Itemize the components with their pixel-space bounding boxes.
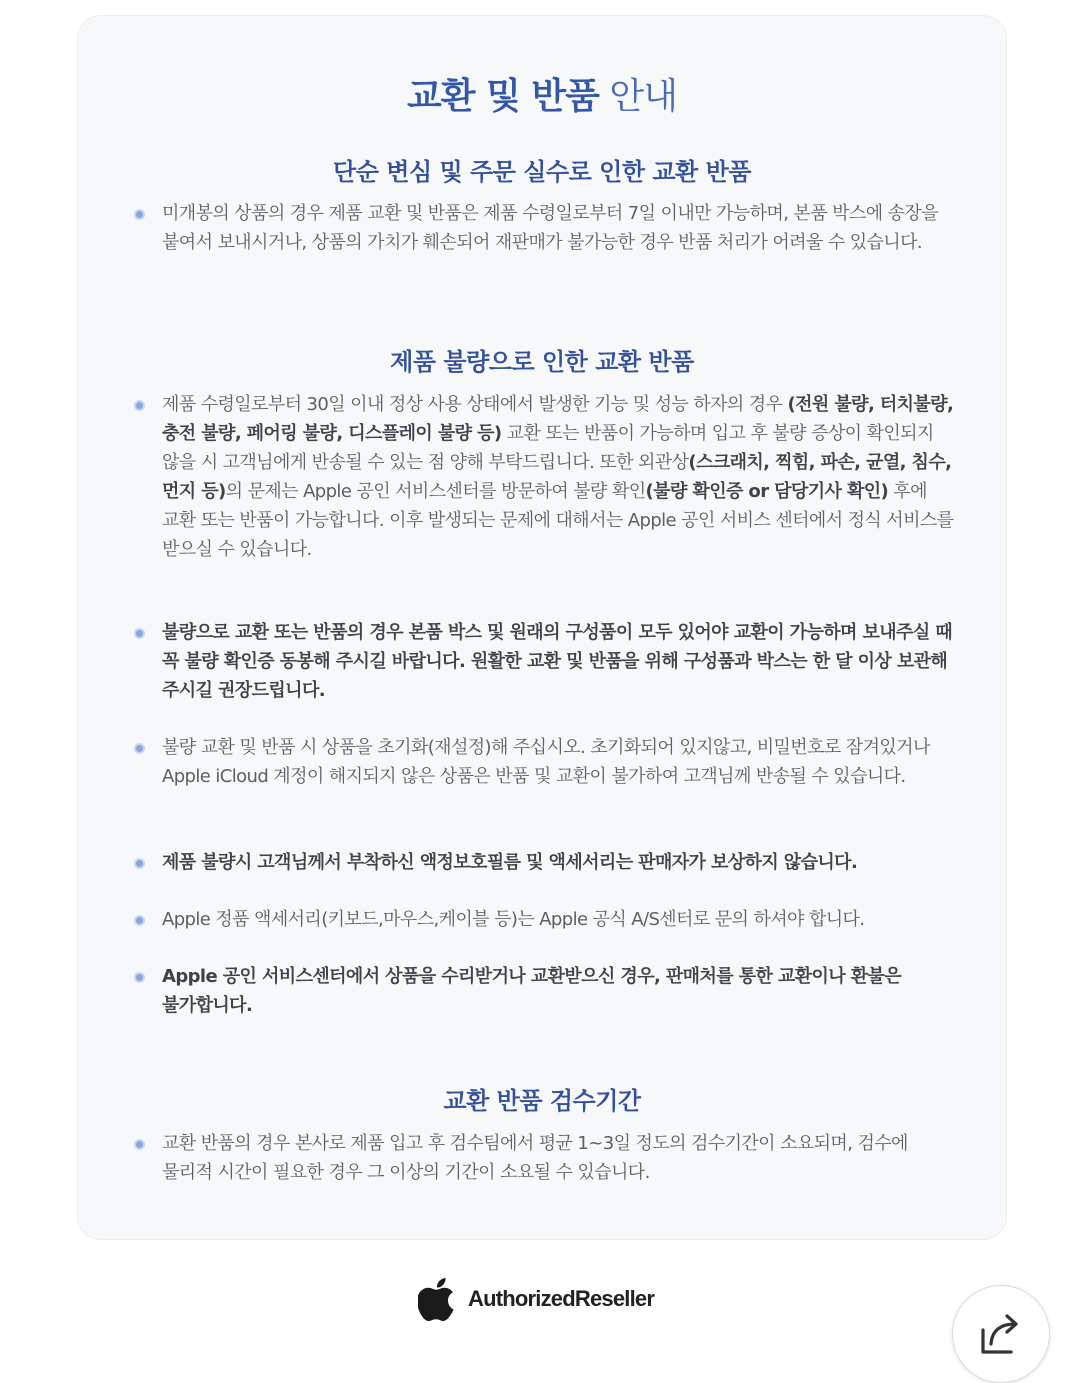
item-text: 제품 불량시 고객님께서 부착하신 액정보호필름 및 액세서리는 판매자가 보상하지 않습니다. — [162, 852, 858, 873]
bullet-icon — [134, 1139, 145, 1150]
bullet-icon — [134, 972, 145, 983]
bullet-icon — [134, 628, 145, 639]
apple-logo-icon — [418, 1276, 458, 1322]
item-text: Apple 공인 서비스센터에서 상품을 수리받거나 교환받으신 경우, 판매처를 통한 교환이나 환불은 불가합니다. — [162, 966, 902, 1016]
bullet-icon — [134, 743, 145, 754]
item-text-bold: (전원 불량, 터치불량, 충전 불량, 페어링 불량, 디스플레이 불량 등) — [162, 394, 954, 444]
item-text-bold: (불량 확인증 or 담당기사 확인) — [645, 481, 889, 502]
item-text-part: 제품 수령일로부터 30일 이내 정상 사용 상태에서 발생한 기능 및 성능 하자의 경우 — [162, 394, 788, 415]
item-text: 미개봉의 상품의 경우 제품 교환 및 반품은 제품 수령일로부터 7일 이내만 가능하며, 본품 박스에 송장을 붙여서 보내시거나, 상품의 가치가 훼손되어 재판매가 불가능한 경우 반품 처리가 어려울 수 있습니다. — [162, 203, 938, 253]
list-item — [162, 905, 992, 934]
list-item — [162, 199, 962, 257]
list-item — [162, 390, 962, 564]
item-text-part: 교환 또는 반품이 가능하며 입고 후 불량 증상이 확인되지 않을 시 고객님에게 반송될 수 있는 점 양해 부탁드립니다. 또한 외관상 — [162, 423, 934, 473]
item-text-bold: (스크래치, 찍힘, 파손, 균열, 침수, 먼지 등) — [162, 452, 952, 502]
bullet-icon — [134, 915, 145, 926]
item-text: 불량 교환 및 반품 시 상품을 초기화(재설정)해 주십시오. 초기화되어 있지않고, 비밀번호로 잠겨있거나 Apple iCloud 계정이 해지되지 않은 상품은 반품 및 교환이 불가하여 고객님께 반송될 수 있습니다. — [162, 737, 930, 787]
section-heading-defect: 제품 불량으로 인한 교환 반품 — [390, 348, 694, 376]
item-text-part: 후에 교환 또는 반품이 가능합니다. 이후 발생되는 문제에 대해서는 Apple 공인 서비스 센터에서 정식 서비스를 받으실 수 있습니다. — [162, 481, 954, 560]
list-item — [162, 1129, 962, 1187]
section-heading-change-of-mind: 단순 변심 및 주문 실수로 인한 교환 반품 — [333, 158, 751, 186]
bullet-icon — [134, 400, 145, 411]
list-item — [162, 618, 962, 705]
title-light: 안내 — [609, 76, 677, 117]
item-text: Apple 정품 액세서리(키보드,마우스,케이블 등)는 Apple 공식 A/S센터로 문의 하셔야 합니다. — [162, 909, 865, 930]
list-item — [162, 848, 992, 877]
page-title — [78, 74, 1006, 120]
section-heading-inspection: 교환 반품 검수기간 — [443, 1087, 641, 1115]
reseller-text: AuthorizedReseller — [468, 1286, 655, 1311]
authorized-reseller-logo — [418, 1276, 654, 1322]
notice-card — [77, 15, 1007, 1240]
list-item — [162, 733, 962, 791]
item-text: 불량으로 교환 또는 반품의 경우 본품 박스 및 원래의 구성품이 모두 있어야 교환이 가능하며 보내주실 때 꼭 불량 확인증 동봉해 주시길 바랍니다. 원활한 교환 및 반품을 위해 구성품과 박스는 한 달 이상 보관해 주시길 권장드립니다. — [162, 622, 953, 701]
list-item — [162, 962, 942, 1020]
title-strong: 교환 및 반품 — [407, 76, 599, 117]
bullet-icon — [134, 209, 145, 220]
bullet-icon — [134, 858, 145, 869]
item-text-part: 의 문제는 Apple 공인 서비스센터를 방문하여 불량 확인 — [225, 481, 646, 502]
share-button[interactable] — [952, 1285, 1050, 1383]
item-text: 교환 반품의 경우 본사로 제품 입고 후 검수팀에서 평균 1~3일 정도의 검수기간이 소요되며, 검수에 물리적 시간이 필요한 경우 그 이상의 기간이 소요될 수 있습니다. — [162, 1133, 908, 1183]
